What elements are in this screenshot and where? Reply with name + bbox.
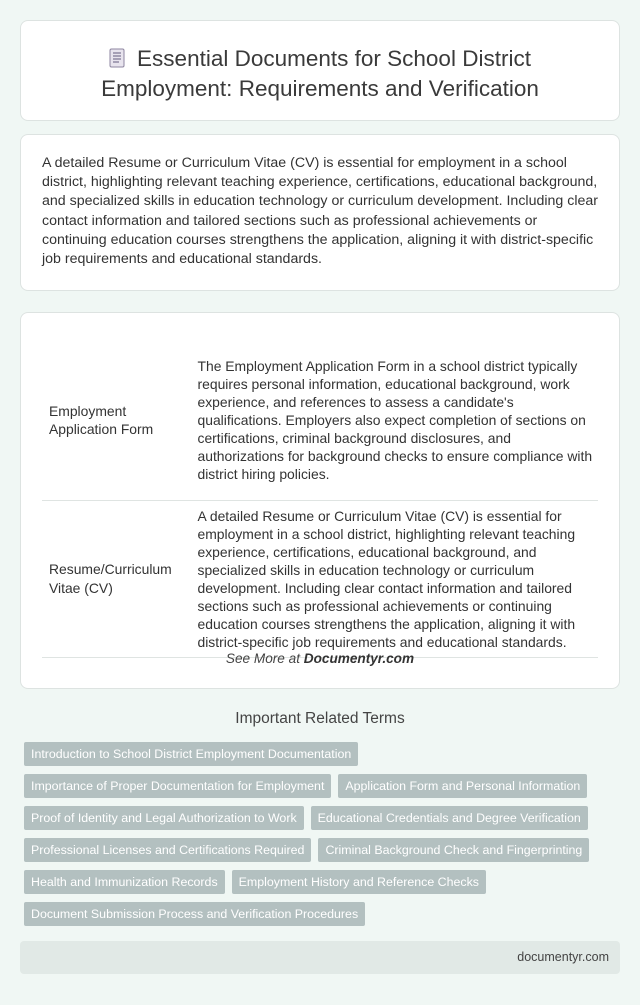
see-more-prefix: See More at <box>225 651 300 666</box>
table-row <box>42 340 598 500</box>
related-term-tag[interactable]: Criminal Background Check and Fingerprinting <box>318 838 589 862</box>
related-term-tag[interactable]: Importance of Proper Documentation for Employment <box>24 774 331 798</box>
footer-site-link[interactable]: documentyr.com <box>517 950 609 964</box>
related-terms-list <box>24 742 594 934</box>
related-row <box>24 838 594 870</box>
see-more-line <box>21 651 619 666</box>
see-more-link[interactable]: Documentyr.com <box>303 651 415 666</box>
related-row <box>24 870 594 902</box>
document-icon <box>109 46 125 66</box>
related-term-tag[interactable]: Educational Credentials and Degree Verification <box>311 806 588 830</box>
related-term-tag[interactable]: Application Form and Personal Information <box>338 774 587 798</box>
document-term: Employment Application Form <box>42 340 189 500</box>
related-term-tag[interactable]: Professional Licenses and Certifications Required <box>24 838 311 862</box>
footer <box>20 941 620 974</box>
related-term-tag[interactable]: Health and Immunization Records <box>24 870 225 894</box>
related-row <box>24 774 594 806</box>
related-terms-heading: Important Related Terms <box>235 710 405 727</box>
related-row <box>24 806 594 838</box>
related-term-tag[interactable]: Document Submission Process and Verification Procedures <box>24 902 365 926</box>
document-description: A detailed Resume or Curriculum Vitae (CV) is essential for employment in a school district, highlighting relevant teaching experience, certifications, educational background, and specialized skills in education technology or curriculum development. Including clear contact information and tailored sections such as professional achievements or continuing education courses strengthens the application, aligning it with district-specific job requirements and educational standards. <box>189 500 598 657</box>
related-row <box>24 742 594 774</box>
document-description: The Employment Application Form in a school district typically requires personal information, educational background, work experience, and references to assess a candidate's qualifications. Employers also expect completion of sections on certifications, criminal background disclosures, and authorizations for background checks to ensure compliance with district hiring policies. <box>189 340 598 500</box>
intro-text: A detailed Resume or Curriculum Vitae (CV) is essential for employment in a school district, highlighting relevant teaching experience, certifications, educational background, and specialized skills in education technology or curriculum development. Including clear contact information and tailored sections such as professional achievements or continuing education courses strengthens the application, aligning it with district-specific job requirements and educational standards. <box>42 155 598 268</box>
related-row <box>24 902 594 934</box>
documents-card <box>20 312 620 689</box>
document-term: Resume/Curriculum Vitae (CV) <box>42 500 189 657</box>
table-row <box>42 500 598 657</box>
intro-card <box>20 134 620 291</box>
documents-table <box>42 340 598 658</box>
related-term-tag[interactable]: Employment History and Reference Checks <box>232 870 486 894</box>
page-title-text: Essential Documents for School District Employment: Requirements and Verification <box>101 46 539 101</box>
related-term-tag[interactable]: Introduction to School District Employment Documentation <box>24 742 358 766</box>
related-term-tag[interactable]: Proof of Identity and Legal Authorization to Work <box>24 806 304 830</box>
title-card <box>20 20 620 121</box>
page-title <box>61 44 579 104</box>
